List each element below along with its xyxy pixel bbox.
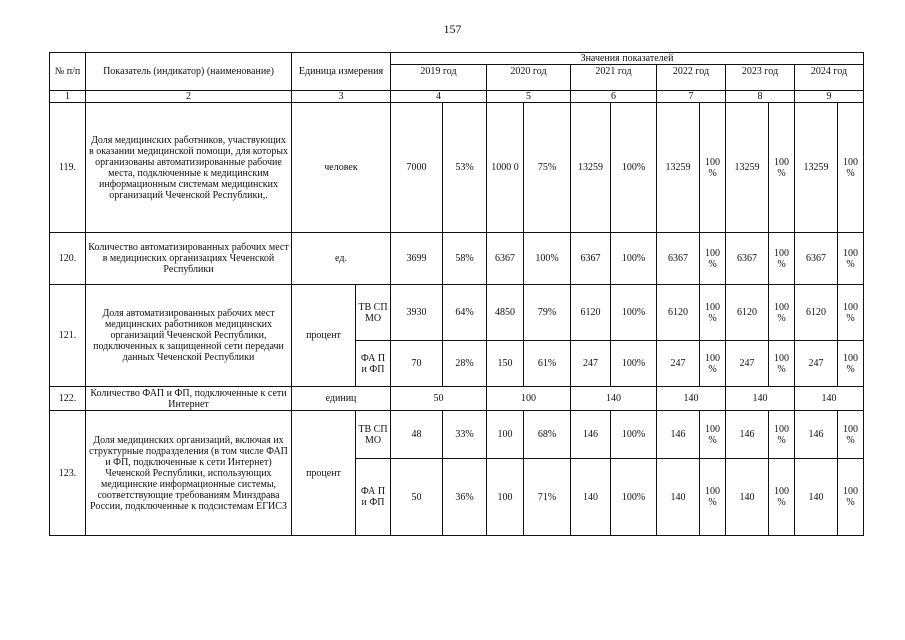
value-cell: 247: [795, 341, 838, 387]
header-year: 2019 год: [391, 65, 487, 78]
row-unit: процент: [292, 411, 356, 536]
row-unit: единиц: [292, 387, 391, 411]
value-cell: 146: [657, 411, 700, 459]
value-cell: 7000: [391, 103, 443, 233]
value-cell: 140: [657, 459, 700, 536]
row-unit: человек: [292, 103, 391, 233]
row-name: Доля медицинских работников, участвующих в оказании медицинской помощи, для которых организованы автоматизированные рабочие места, подключенные к медицинским информационным системам медицинских организаций Чеченской Республики,.: [86, 103, 292, 233]
value-cell: 70: [391, 341, 443, 387]
value-cell: 100 %: [700, 411, 726, 459]
value-cell: 50: [391, 387, 487, 411]
value-cell: 28%: [443, 341, 487, 387]
row-num: 119.: [50, 103, 86, 233]
subrow-label: ФА П и ФП: [356, 341, 391, 387]
value-cell: 71%: [524, 459, 571, 536]
subrow-label: ТВ СП МО: [356, 285, 391, 341]
value-cell: 48: [391, 411, 443, 459]
value-cell: 1000 0: [487, 103, 524, 233]
value-cell: 100%: [611, 459, 657, 536]
value-cell: 100 %: [700, 285, 726, 341]
value-cell: 6120: [795, 285, 838, 341]
header-indicator: Показатель (индикатор) (наименование): [86, 53, 292, 91]
value-cell: 61%: [524, 341, 571, 387]
value-cell: 68%: [524, 411, 571, 459]
value-cell: 100 %: [838, 103, 864, 233]
page-number: 157: [443, 22, 462, 36]
value-cell: 100 %: [838, 459, 864, 536]
col-number: 4: [391, 91, 487, 103]
value-cell: 100%: [611, 341, 657, 387]
value-cell: 3930: [391, 285, 443, 341]
row-unit: ед.: [292, 233, 391, 285]
row-name: Количество ФАП и ФП, подключенные к сети Интернет: [86, 387, 292, 411]
col-number: 2: [86, 91, 292, 103]
table-row: [50, 411, 864, 459]
col-number: 3: [292, 91, 391, 103]
col-number: 7: [657, 91, 726, 103]
value-cell: 100%: [524, 233, 571, 285]
value-cell: 100: [487, 411, 524, 459]
value-cell: 100%: [611, 233, 657, 285]
value-cell: 75%: [524, 103, 571, 233]
value-cell: 140: [571, 459, 611, 536]
col-number: 1: [50, 91, 86, 103]
row-name: Доля медицинских организаций, включая их структурные подразделения (в том числе ФАП и ФП, подключенные к сети Интернет) Чеченской Республики, использующих медицинские информационные системы, соответствующие требованиям Минздрава России, подключенные к подсистемам ЕГИСЗ: [86, 411, 292, 536]
value-cell: 3699: [391, 233, 443, 285]
value-cell: 100 %: [700, 459, 726, 536]
table-row: [50, 387, 864, 411]
value-cell: 100 %: [769, 341, 795, 387]
value-cell: 247: [657, 341, 700, 387]
value-cell: 13259: [571, 103, 611, 233]
value-cell: 79%: [524, 285, 571, 341]
value-cell: 6367: [571, 233, 611, 285]
row-num: 122.: [50, 387, 86, 411]
value-cell: 100%: [611, 103, 657, 233]
value-cell: 100%: [611, 285, 657, 341]
header-values: Значения показателей: [391, 53, 864, 65]
value-cell: 6367: [795, 233, 838, 285]
value-cell: 6367: [657, 233, 700, 285]
value-cell: 140: [795, 459, 838, 536]
value-cell: 33%: [443, 411, 487, 459]
value-cell: 53%: [443, 103, 487, 233]
value-cell: 58%: [443, 233, 487, 285]
header-year: 2023 год: [726, 65, 795, 78]
header-unit: Единица измерения: [292, 53, 391, 91]
value-cell: 140: [726, 459, 769, 536]
value-cell: 50: [391, 459, 443, 536]
value-cell: 13259: [726, 103, 769, 233]
row-num: 120.: [50, 233, 86, 285]
table-row: [50, 103, 864, 233]
value-cell: 4850: [487, 285, 524, 341]
value-cell: 140: [726, 387, 795, 411]
value-cell: 100 %: [769, 285, 795, 341]
table-row: [50, 285, 864, 341]
value-cell: 6120: [726, 285, 769, 341]
value-cell: 150: [487, 341, 524, 387]
value-cell: 13259: [795, 103, 838, 233]
row-num: 121.: [50, 285, 86, 387]
value-cell: 100 %: [838, 411, 864, 459]
row-name: Количество автоматизированных рабочих мест в медицинских организациях Чеченской Республики: [86, 233, 292, 285]
header-year: 2022 год: [657, 65, 726, 78]
col-number: 6: [571, 91, 657, 103]
value-cell: 100 %: [700, 103, 726, 233]
value-cell: 100 %: [838, 233, 864, 285]
value-cell: 140: [657, 387, 726, 411]
value-cell: 100%: [611, 411, 657, 459]
value-cell: 100 %: [769, 411, 795, 459]
col-number: 9: [795, 91, 864, 103]
value-cell: 36%: [443, 459, 487, 536]
col-number: 5: [487, 91, 571, 103]
value-cell: 140: [571, 387, 657, 411]
value-cell: 247: [571, 341, 611, 387]
value-cell: 247: [726, 341, 769, 387]
header-num: № п/п: [50, 53, 86, 91]
indicators-table: [49, 52, 864, 536]
value-cell: 6367: [726, 233, 769, 285]
value-cell: 100 %: [769, 459, 795, 536]
value-cell: 100 %: [838, 341, 864, 387]
col-number: 8: [726, 91, 795, 103]
value-cell: 100 %: [769, 103, 795, 233]
value-cell: 100 %: [838, 285, 864, 341]
header-year: 2024 год: [795, 65, 864, 78]
value-cell: 6120: [571, 285, 611, 341]
table-row: [50, 233, 864, 285]
row-num: 123.: [50, 411, 86, 536]
value-cell: 100 %: [700, 233, 726, 285]
value-cell: 146: [795, 411, 838, 459]
value-cell: 140: [795, 387, 864, 411]
subrow-label: ФА П и ФП: [356, 459, 391, 536]
value-cell: 13259: [657, 103, 700, 233]
value-cell: 6120: [657, 285, 700, 341]
value-cell: 100: [487, 459, 524, 536]
header-year: 2020 год: [487, 65, 571, 78]
value-cell: 100 %: [700, 341, 726, 387]
value-cell: 6367: [487, 233, 524, 285]
row-unit: процент: [292, 285, 356, 387]
value-cell: 146: [726, 411, 769, 459]
subrow-label: ТВ СП МО: [356, 411, 391, 459]
value-cell: 146: [571, 411, 611, 459]
row-name: Доля автоматизированных рабочих мест медицинских работников медицинских организаций Чеченской Республики, подключенных к защищенной сети передачи данных Чеченской Республики: [86, 285, 292, 387]
header-year: 2021 год: [571, 65, 657, 78]
value-cell: 100: [487, 387, 571, 411]
value-cell: 64%: [443, 285, 487, 341]
value-cell: 100 %: [769, 233, 795, 285]
